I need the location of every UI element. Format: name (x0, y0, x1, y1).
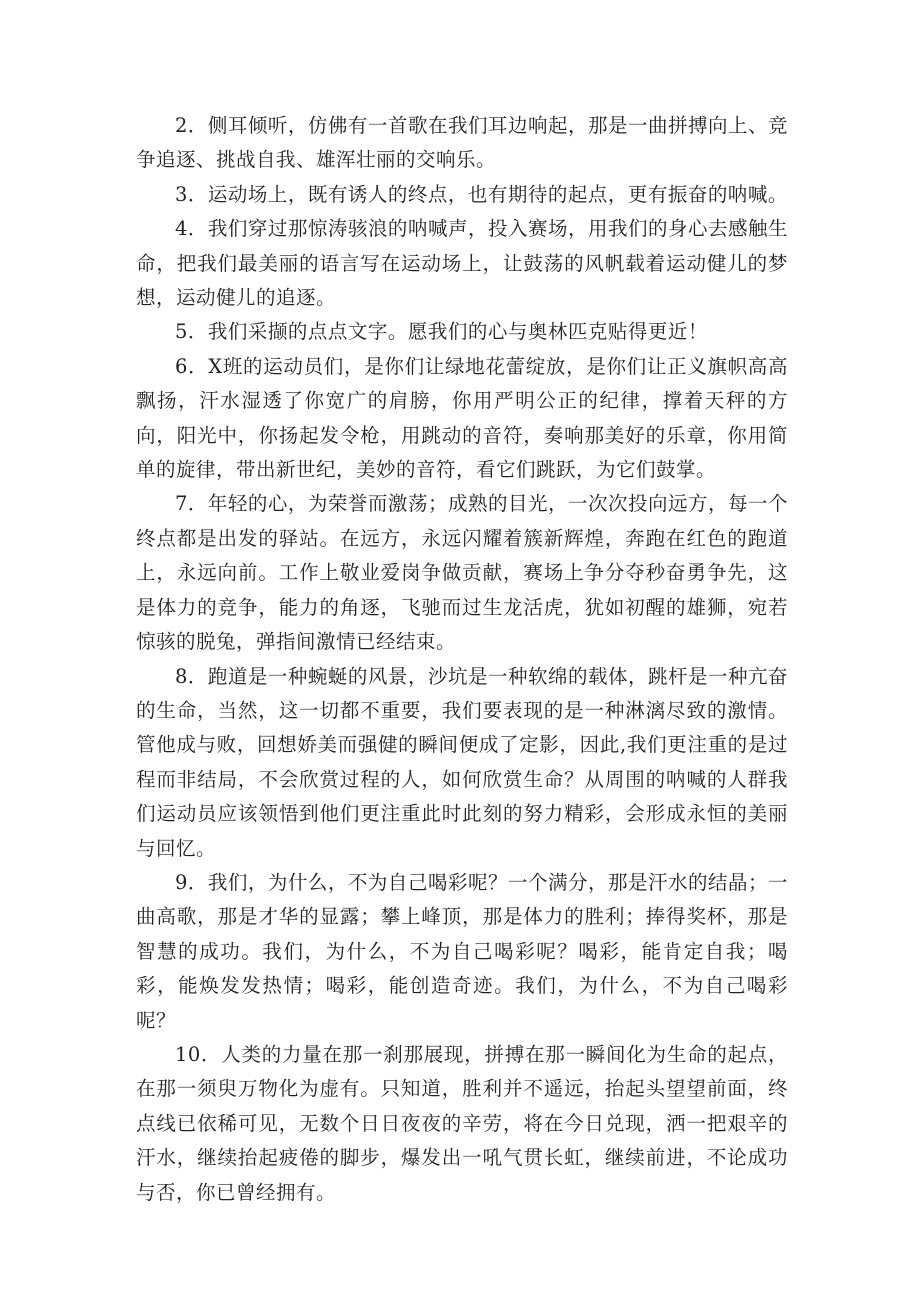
paragraph-8: 8．跑道是一种蜿蜒的风景，沙坑是一种软绵的载体，跳杆是一种亢奋的生命，当然，这一切都不重要，我们要表现的是一种淋漓尽致的激情。管他成与败，回想娇美而强健的瞬间便成了定影，因此,我们更注重的是过程而非结局，不会欣赏过程的人，如何欣赏生命？从周围的呐喊的人群我们运动员应该领悟到他们更注重此时此刻的努力精彩，会形成永恒的美丽与回忆。 (136, 664, 788, 860)
paragraph-10: 10．人类的力量在那一刹那展现，拼搏在那一瞬间化为生命的起点，在那一须臾万物化为虚有。只知道，胜利并不遥远，抬起头望望前面，终点线已依稀可见，无数个日日夜夜的辛劳，将在今日兑现，洒一把艰辛的汗水，继续抬起疲倦的脚步，爆发出一吼气贯长虹，继续前进，不论成功与否，你已曾经拥有。 (136, 1042, 788, 1204)
paragraph-6: 6．X班的运动员们，是你们让绿地花蕾绽放，是你们让正义旗帜高高飘扬，汗水湿透了你宽广的肩膀，你用严明公正的纪律，撑着天秤的方向，阳光中，你扬起发令枪，用跳动的音符，奏响那美好的乐章，你用简单的旋律，带出新世纪，美妙的音符，看它们跳跃，为它们鼓掌。 (136, 354, 788, 482)
paragraph-3: 3．运动场上，既有诱人的终点，也有期待的起点，更有振奋的呐喊。 (175, 182, 788, 206)
paragraph-9: 9．我们，为什么，不为自己喝彩呢？一个满分，那是汗水的结晶；一曲高歌，那是才华的显露；攀上峰顶，那是体力的胜利；捧得奖杯，那是智慧的成功。我们，为什么，不为自己喝彩呢？喝彩，能肯定自我；喝彩，能焕发发热情；喝彩，能创造奇迹。我们，为什么，不为自己喝彩呢？ (136, 870, 788, 1032)
paragraph-2: 2．侧耳倾听，仿佛有一首歌在我们耳边响起，那是一曲拼搏向上、竞争追逐、挑战自我、雄浑壮丽的交响乐。 (136, 114, 788, 172)
paragraph-5: 5．我们采撷的点点文字。愿我们的心与奥林匹克贴得更近！ (175, 320, 708, 344)
document-body (136, 109, 788, 1210)
paragraph-7: 7．年轻的心，为荣誉而激荡；成熟的目光，一次次投向远方，每一个终点都是出发的驿站。在远方，永远闪耀着簇新辉煌，奔跑在红色的跑道上，永远向前。工作上敬业爱岗争做贡献，赛场上争分夺秒奋勇争先，这是体力的竞争，能力的角逐，飞驰而过生龙活虎，犹如初醒的雄狮，宛若惊骇的脱兔，弹指间激情已经结束。 (136, 492, 788, 654)
paragraph-4: 4．我们穿过那惊涛骇浪的呐喊声，投入赛场，用我们的身心去感触生命，把我们最美丽的语言写在运动场上，让鼓荡的风帆载着运动健儿的梦想，运动健儿的追逐。 (136, 217, 788, 310)
